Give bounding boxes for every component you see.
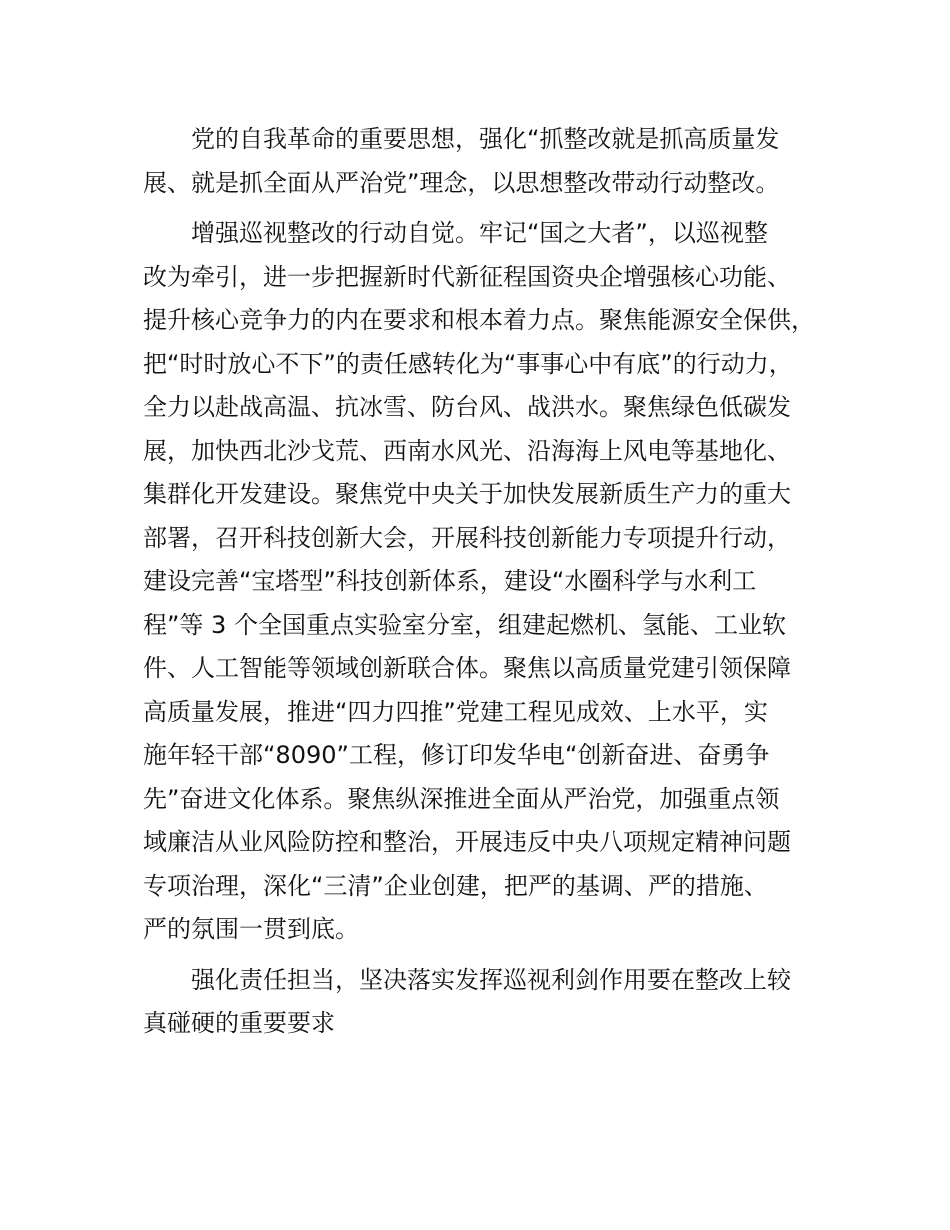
text-line: 强化责任担当，坚决落实发挥巡视利剑作用要在整改上较 — [191, 965, 791, 994]
text-line: 施年轻干部“8090”工程，修订印发华电“创新奋进、奋勇争 — [143, 741, 770, 769]
document-body — [143, 118, 843, 1053]
text-line: 党的自我革命的重要思想，强化“抓整改就是抓高质量发 — [191, 125, 780, 153]
text-line: 程”等 3 个全国重点实验室分室，组建起燃机、氢能、工业软 — [143, 610, 786, 639]
text-line: 提升核心竞争力的内在要求和根本着力点。聚焦能源安全保供， — [143, 306, 815, 334]
text-line: 把“时时放心不下”的责任感转化为“事事心中有底”的行动力， — [143, 349, 793, 378]
paragraph — [143, 959, 843, 1046]
text-line: 专项治理，深化“三清”企业创建，把严的基调、严的措施、 — [143, 871, 768, 900]
text-line: 严的氛围一贯到底。 — [143, 915, 359, 943]
text-line: 展，加快西北沙戈荒、西南水风光、沿海海上风电等基地化、 — [143, 436, 791, 465]
text-line: 真碰硬的重要要求 — [143, 1009, 335, 1037]
text-line: 部署，召开科技创新大会，开展科技创新能力专项提升行动， — [143, 523, 791, 552]
text-line: 件、人工智能等领域创新联合体。聚焦以高质量党建引领保障 — [143, 654, 791, 682]
text-line: 改为牵引，进一步把握新时代新征程国资央企增强核心功能、 — [143, 262, 791, 291]
text-line: 展、就是抓全面从严治党”理念，以思想整改带动行动整改。 — [143, 168, 780, 197]
text-line: 集群化开发建设。聚焦党中央关于加快发展新质生产力的重大 — [143, 480, 791, 508]
text-line: 全力以赴战高温、抗冰雪、防台风、战洪水。聚焦绿色低碳发 — [143, 393, 791, 421]
paragraph — [143, 212, 843, 952]
text-line: 建设完善“宝塔型”科技创新体系，建设“水圈科学与水利工 — [143, 567, 757, 595]
text-line: 增强巡视整改的行动自觉。牢记“国之大者”，以巡视整 — [191, 219, 768, 247]
text-line: 先”奋进文化体系。聚焦纵深推进全面从严治党，加强重点领 — [143, 784, 780, 813]
paragraph — [143, 118, 843, 205]
text-line: 高质量发展，推进“四力四推”党建工程见成效、上水平，实 — [143, 697, 768, 726]
text-line: 域廉洁从业风险防控和整治，开展违反中央八项规定精神问题 — [143, 828, 791, 856]
